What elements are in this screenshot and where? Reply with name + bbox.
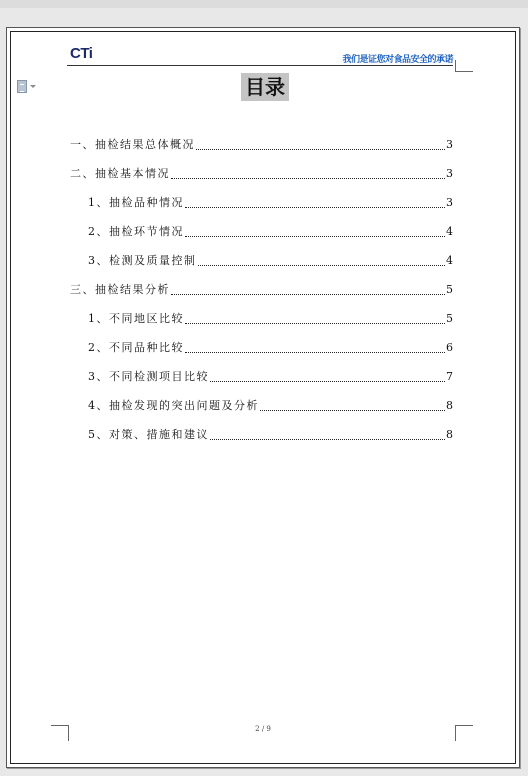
toc-entry-label: 3、不同检测项目比较 <box>88 370 209 383</box>
document-page <box>6 27 520 768</box>
toc-leader <box>210 439 445 440</box>
toc-entry-label: 一、抽检结果总体概况 <box>70 138 195 151</box>
toc-entry[interactable] <box>88 224 453 240</box>
toc-entry-label: 4、抽检发现的突出问题及分析 <box>88 399 259 412</box>
toc-entry-page: 3 <box>446 196 453 209</box>
toc-entry[interactable] <box>88 311 453 327</box>
company-logo: CTi <box>70 45 93 62</box>
toc-entry-label: 2、抽检环节情况 <box>88 225 184 238</box>
toc-entry-page: 6 <box>446 341 453 354</box>
toc-entry-label: 5、对策、措施和建议 <box>88 428 209 441</box>
toc-entry-page: 5 <box>446 312 453 325</box>
toc-leader <box>260 410 445 411</box>
toc-leader <box>198 265 446 266</box>
toc-entry[interactable] <box>70 166 453 182</box>
table-of-contents <box>7 28 519 767</box>
toc-entry-page: 3 <box>446 138 453 151</box>
toc-entry-page: 8 <box>446 428 453 441</box>
toc-entry-page: 4 <box>446 225 453 238</box>
toc-leader <box>185 236 445 237</box>
toc-title: 目录 <box>241 73 289 101</box>
toc-entry-page: 8 <box>446 399 453 412</box>
toc-entry-page: 3 <box>446 167 453 180</box>
toc-entry[interactable] <box>88 427 453 443</box>
toc-entry[interactable] <box>70 137 453 153</box>
toc-entry-label: 1、抽检品种情况 <box>88 196 184 209</box>
toc-leader <box>185 352 445 353</box>
toc-leader <box>185 207 445 208</box>
toc-entry[interactable] <box>88 369 453 385</box>
toc-entry[interactable] <box>70 282 453 298</box>
toc-entry-page: 7 <box>446 370 453 383</box>
header-slogan: 我们是证您对食品安全的承诺 <box>342 54 453 64</box>
toc-entry-label: 三、抽检结果分析 <box>70 283 170 296</box>
toc-leader <box>185 323 445 324</box>
toc-entry-label: 3、检测及质量控制 <box>88 254 197 267</box>
toc-entry-label: 二、抽检基本情况 <box>70 167 170 180</box>
top-toolbar-strip <box>0 0 528 8</box>
toc-entry-label: 2、不同品种比较 <box>88 341 184 354</box>
toc-entry-label: 1、不同地区比较 <box>88 312 184 325</box>
toc-entry-page: 4 <box>446 254 453 267</box>
toc-entry-page: 5 <box>446 283 453 296</box>
toc-leader <box>171 294 445 295</box>
toc-entry[interactable] <box>88 195 453 211</box>
toc-entry[interactable] <box>88 253 453 269</box>
toc-leader <box>196 149 445 150</box>
page-number: 2 / 9 <box>255 725 271 733</box>
toc-leader <box>210 381 445 382</box>
toc-entry[interactable] <box>88 398 453 414</box>
toc-leader <box>171 178 445 179</box>
toc-entry[interactable] <box>88 340 453 356</box>
